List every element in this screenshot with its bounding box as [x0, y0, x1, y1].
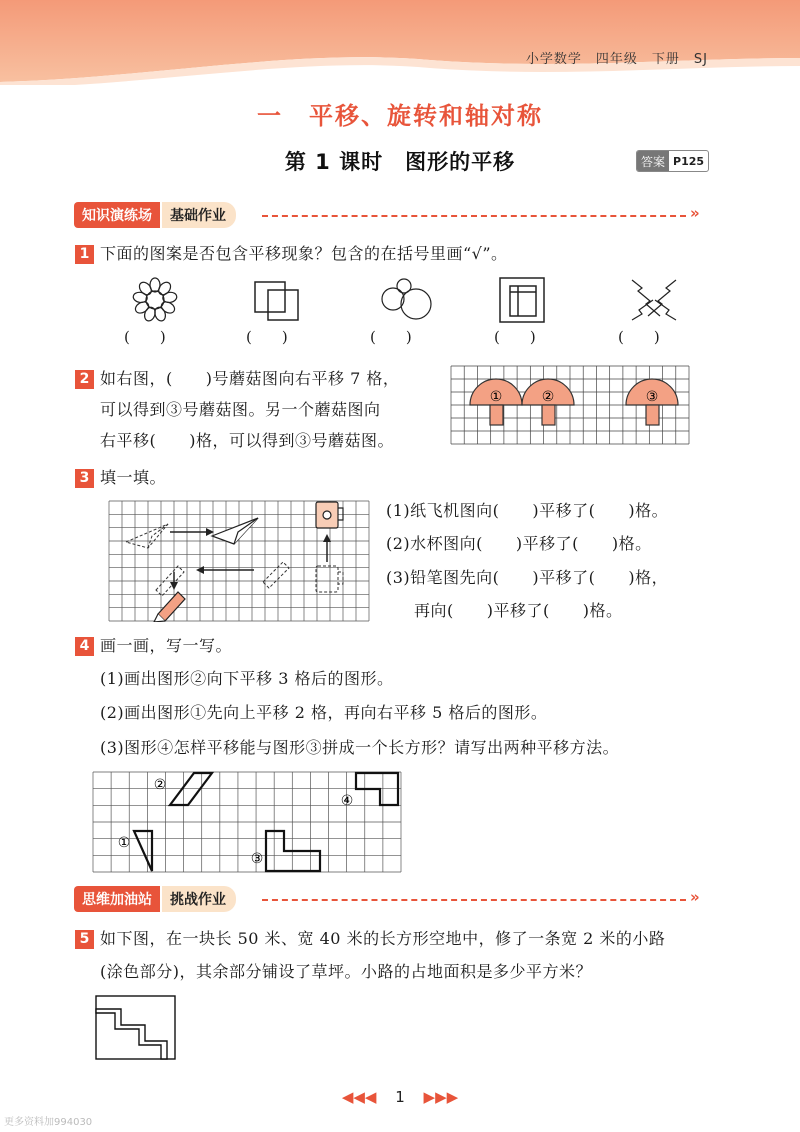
- circles-pattern: [382, 279, 431, 319]
- question-title: 画一画，写一写。: [100, 636, 233, 655]
- translation-grid: [108, 500, 370, 622]
- shape-1: [134, 831, 152, 871]
- section-label: 基础作业: [162, 202, 236, 228]
- question-line: (3)铅笔图先向( )平移了( )格，: [386, 568, 669, 587]
- question-text: 下面的图案是否包含平移现象？包含的在括号里画“√”。: [100, 244, 508, 263]
- question-line: (2)画出图形①先向上平移 2 格，再向右平移 5 格后的图形。: [100, 703, 548, 722]
- lesson-title: 第 1 课时 图形的平移: [284, 150, 516, 174]
- page-navigation: [0, 1088, 800, 1106]
- answer-blank[interactable]: ( ): [246, 328, 288, 346]
- page-number: 1: [395, 1088, 405, 1106]
- question-line: 如下图，在一块长 50 米、宽 40 米的长方形空地中，修了一条宽 2 米的小路: [100, 929, 666, 948]
- question-number: 4: [75, 637, 94, 656]
- answer-blank[interactable]: ( ): [124, 328, 166, 346]
- question-line: (3)图形④怎样平移能与图形③拼成一个长方形？请写出两种平移方法。: [100, 738, 620, 757]
- question-number: 5: [75, 930, 94, 949]
- shape-label-4: ④: [340, 793, 354, 809]
- answer-tag[interactable]: [636, 150, 709, 172]
- question-line: (1)画出图形②向下平移 3 格后的图形。: [100, 669, 394, 688]
- watermark: 更多资料加994030: [4, 1117, 93, 1128]
- section-divider: [262, 215, 686, 217]
- flower-pattern: [132, 278, 177, 322]
- pencil-dashed: [156, 562, 289, 596]
- paper-plane-moved: [212, 518, 258, 544]
- question-line: (1)纸飞机图向( )平移了( )格。: [386, 501, 669, 520]
- shape-label-3: ③: [250, 851, 264, 867]
- nested-squares-pattern: [500, 278, 544, 322]
- answer-page: P125: [673, 154, 705, 168]
- answer-blank[interactable]: ( ): [494, 328, 536, 346]
- pencil-moved: [154, 592, 185, 622]
- question-line: (涂色部分)，其余部分铺设了草坪。小路的占地面积是多少平方米？: [100, 962, 592, 981]
- drawing-grid: [92, 771, 402, 873]
- section-label: 挑战作业: [162, 886, 236, 912]
- shape-label-2: ②: [153, 777, 167, 793]
- question-line: 可以得到③号蘑菇图。另一个蘑菇图向: [100, 400, 381, 419]
- prev-page-arrows[interactable]: ◀◀◀: [341, 1088, 377, 1106]
- q1-patterns: [120, 272, 700, 328]
- book-info: 小学数学 四年级 下册 SJ: [525, 52, 708, 67]
- question-number: 3: [75, 469, 94, 488]
- section-header-challenge: [74, 886, 236, 912]
- section-arrows: »: [690, 204, 700, 222]
- header-band: [0, 0, 800, 85]
- overlapping-squares-pattern: [255, 282, 298, 320]
- section-tag: 思维加油站: [74, 886, 160, 912]
- garden-path-diagram: [95, 995, 177, 1061]
- question-line: (2)水杯图向( )平移了( )格。: [386, 534, 652, 553]
- next-page-arrows[interactable]: ▶▶▶: [423, 1088, 459, 1106]
- mushroom-grid: [450, 365, 690, 445]
- unit-title: 一 平移、旋转和轴对称: [257, 102, 543, 130]
- question-line: 如右图，( )号蘑菇图向右平移 7 格，: [100, 369, 400, 388]
- question-line: 右平移( )格，可以得到③号蘑菇图。: [100, 431, 394, 450]
- cup-moved: [316, 502, 343, 528]
- mushroom-label-3: ③: [645, 389, 659, 405]
- question-line: 再向( )平移了( )格。: [414, 601, 623, 620]
- section-divider: [262, 899, 686, 901]
- answer-blank[interactable]: ( ): [370, 328, 412, 346]
- mushroom-label-1: ①: [489, 389, 503, 405]
- section-arrows: »: [690, 888, 700, 906]
- cup-original: [316, 566, 343, 592]
- question-number: 2: [75, 370, 94, 389]
- lightning-cross-pattern: [632, 280, 676, 320]
- question-title: 填一填。: [100, 468, 167, 487]
- answer-blank[interactable]: ( ): [618, 328, 660, 346]
- question-number: 1: [75, 245, 94, 264]
- section-tag: 知识演练场: [74, 202, 160, 228]
- answer-label: 答案: [637, 151, 669, 172]
- shape-label-1: ①: [117, 835, 131, 851]
- mushroom-label-2: ②: [541, 389, 555, 405]
- section-header-basic: [74, 202, 236, 228]
